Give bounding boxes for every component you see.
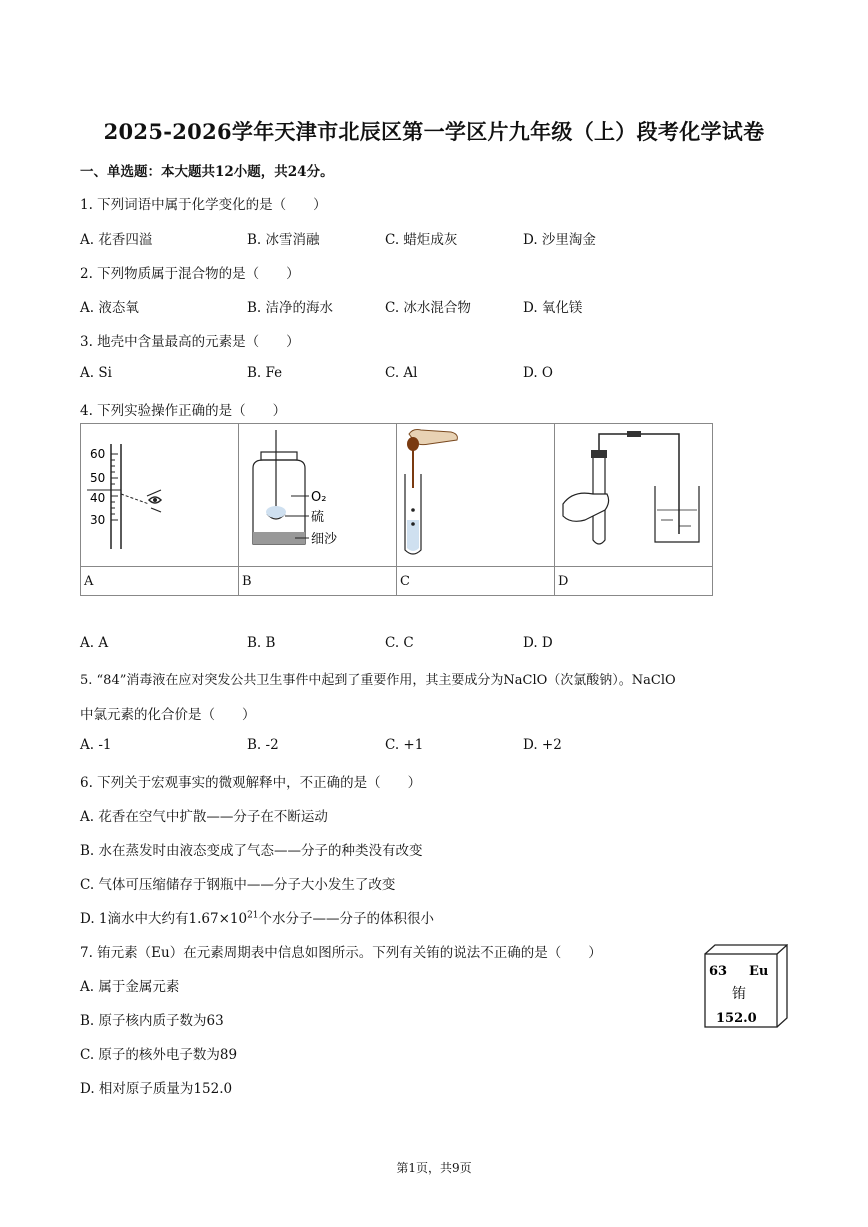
- label-sand: 细沙: [311, 532, 338, 547]
- q3-option-b: B. Fe: [247, 365, 283, 381]
- element-atomic-mass: 152.0: [716, 1011, 757, 1026]
- question-3-stem: 3. 地壳中含量最高的元素是（ ）: [80, 334, 300, 350]
- cylinder-tick-50: 50: [90, 471, 106, 485]
- element-atomic-number: 63: [709, 964, 728, 979]
- q6-option-d-text-tail: 个水分子——分子的体积很小: [258, 911, 435, 927]
- q1-option-a: A. 花香四溢: [80, 232, 153, 248]
- question-4-stem: 4. 下列实验操作正确的是（ ）: [80, 403, 287, 419]
- airtightness-check-illustration: [555, 424, 712, 562]
- question-7-stem: 7. 铕元素（Eu）在元素周期表中信息如图所示。下列有关铕的说法不正确的是（ ）: [80, 945, 602, 961]
- q7-option-c: C. 原子的核外电子数为89: [80, 1047, 238, 1063]
- cylinder-tick-30: 30: [90, 513, 106, 527]
- q7-option-b: B. 原子核内质子数为63: [80, 1013, 224, 1029]
- figure-label-b: B: [239, 567, 397, 596]
- q6-option-d-exponent: 21: [247, 910, 259, 921]
- label-oxygen: O₂: [311, 490, 327, 505]
- element-symbol: Eu: [749, 964, 769, 979]
- q5-option-a: A. -1: [80, 737, 112, 753]
- q3-option-c: C. Al: [385, 365, 418, 381]
- q3-option-a: A. Si: [80, 365, 112, 381]
- label-sulfur: 硫: [311, 510, 325, 525]
- q6-option-a: A. 花香在空气中扩散——分子在不断运动: [80, 809, 328, 825]
- question-5-stem-line2: 中氯元素的化合价是（ ）: [80, 707, 256, 723]
- hand-icon: [563, 493, 609, 521]
- element-tile-europium: [704, 944, 788, 1028]
- q5-option-b: B. -2: [247, 737, 279, 753]
- q1-option-d: D. 沙里淘金: [523, 232, 596, 248]
- gas-bottle-illustration: [239, 424, 396, 562]
- q4-option-a: A. A: [80, 635, 109, 651]
- q6-option-d-text: D. 1滴水中大约有1.67×10: [80, 911, 248, 927]
- page-title: 2025-2026学年天津市北辰区第一学区片九年级（上）段考化学试卷: [103, 119, 765, 144]
- figure-cell-b: [239, 424, 397, 567]
- question-6-stem: 6. 下列关于宏观事实的微观解释中，不正确的是（ ）: [80, 775, 422, 791]
- q2-option-c: C. 冰水混合物: [385, 300, 471, 316]
- experiment-figure-table: [80, 423, 713, 596]
- q2-option-a: A. 液态氧: [80, 300, 139, 316]
- figure-label-c: C: [397, 567, 555, 596]
- q4-option-c: C. C: [385, 635, 414, 651]
- figure-cell-d: [555, 424, 713, 567]
- question-1-stem: 1. 下列词语中属于化学变化的是（ ）: [80, 197, 327, 213]
- figure-label-a: A: [81, 567, 239, 596]
- q7-option-a: A. 属于金属元素: [80, 979, 180, 995]
- q6-option-d: [80, 907, 434, 927]
- question-5-stem-line1: 5. “84”消毒液在应对突发公共卫生事件中起到了重要作用，其主要成分为NaClO（次氯酸钠）。NaClO: [80, 673, 676, 688]
- section-heading: 一、单选题：本大题共12小题，共24分。: [80, 164, 334, 180]
- figure-cell-c: [397, 424, 555, 567]
- q5-option-d: D. +2: [523, 737, 562, 753]
- graduated-cylinder-illustration: [81, 424, 237, 562]
- q4-option-b: B. B: [247, 635, 276, 651]
- q1-option-b: B. 冰雪消融: [247, 232, 320, 248]
- element-name: 铕: [732, 986, 746, 1002]
- q4-option-d: D. D: [523, 635, 553, 651]
- cylinder-tick-60: 60: [90, 447, 106, 461]
- figure-label-d: D: [555, 567, 713, 596]
- q2-option-b: B. 洁净的海水: [247, 300, 334, 316]
- q1-option-c: C. 蜡炬成灰: [385, 232, 458, 248]
- q7-option-d: D. 相对原子质量为152.0: [80, 1081, 233, 1097]
- q6-option-b: B. 水在蒸发时由液态变成了气态——分子的种类没有改变: [80, 843, 423, 859]
- q3-option-d: D. O: [523, 365, 553, 381]
- dropper-illustration: [397, 424, 554, 562]
- figure-cell-a: [81, 424, 239, 567]
- cylinder-tick-40: 40: [90, 491, 106, 505]
- q6-option-c: C. 气体可压缩储存于钢瓶中——分子大小发生了改变: [80, 877, 396, 893]
- page-footer: 第1页，共9页: [396, 1161, 472, 1175]
- q2-option-d: D. 氧化镁: [523, 300, 583, 316]
- q5-option-c: C. +1: [385, 737, 424, 753]
- question-2-stem: 2. 下列物质属于混合物的是（ ）: [80, 266, 300, 282]
